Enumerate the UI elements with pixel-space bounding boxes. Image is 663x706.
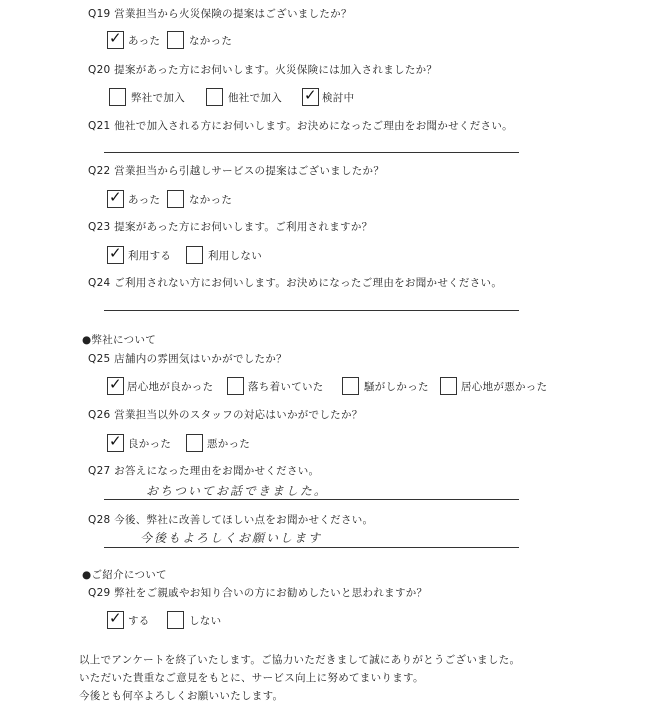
q19-option-1-label: あった <box>128 35 161 47</box>
q20-option-3-checkbox[interactable] <box>302 88 319 106</box>
q21-answer-line[interactable] <box>104 152 519 153</box>
q27-handwritten-answer: おちついてお話できました。 <box>146 484 328 498</box>
section-referral-heading: ●ご紹介について <box>82 569 167 581</box>
section-company-heading: ●弊社について <box>82 334 157 346</box>
q23-question: Q23 提案があった方にお伺いします。ご利用されますか？ <box>88 221 373 233</box>
q20-option-2-label: 他社で加入 <box>228 92 282 104</box>
q19-option-2-checkbox[interactable] <box>167 31 184 49</box>
q25-option-1-label: 居心地が良かった <box>127 381 214 393</box>
q23-option-1-checkbox[interactable] <box>107 246 124 264</box>
q24-question: Q24 ご利用されない方にお伺いします。お決めになったご理由をお聞かせください。 <box>88 277 503 289</box>
q20-option-1-checkbox[interactable] <box>109 88 126 106</box>
q25-question: Q25 店舗内の雰囲気はいかがでしたか？ <box>88 353 287 365</box>
q20-option-1-label: 弊社で加入 <box>131 92 185 104</box>
q26-option-1-label: 良かった <box>128 438 172 450</box>
q22-option-1-label: あった <box>128 194 161 206</box>
q24-answer-line[interactable] <box>104 310 519 311</box>
q20-option-2-checkbox[interactable] <box>206 88 223 106</box>
q29-option-2-label: しない <box>189 615 222 627</box>
q22-question: Q22 営業担当から引越しサービスの提案はございましたか？ <box>88 165 385 177</box>
check-mark-icon: ✓ <box>109 432 122 450</box>
q29-option-1-label: する <box>128 615 150 627</box>
q25-option-2-checkbox[interactable] <box>227 377 244 395</box>
q29-option-1-checkbox[interactable] <box>107 611 124 629</box>
check-mark-icon: ✓ <box>109 375 122 393</box>
q25-option-2-label: 落ち着いていた <box>248 381 324 393</box>
check-mark-icon: ✓ <box>109 29 122 47</box>
q25-option-3-label: 騒がしかった <box>364 381 429 393</box>
check-mark-icon: ✓ <box>109 188 122 206</box>
q20-question: Q20 提案があった方にお伺いします。火災保険には加入されましたか？ <box>88 64 438 76</box>
q26-option-1-checkbox[interactable] <box>107 434 124 452</box>
check-mark-icon: ✓ <box>304 86 317 104</box>
q23-option-1-label: 利用する <box>128 250 172 262</box>
closing-line-2: いただいた貴重なご意見をもとに、サービス向上に努めてまいります。 <box>79 672 424 684</box>
q25-option-4-checkbox[interactable] <box>440 377 457 395</box>
q28-question: Q28 今後、弊社に改善してほしい点をお聞かせください。 <box>88 514 374 526</box>
q23-option-2-checkbox[interactable] <box>186 246 203 264</box>
q19-option-2-label: なかった <box>189 35 233 47</box>
q28-handwritten-answer: 今後もよろしくお願いします <box>140 531 323 545</box>
check-mark-icon: ✓ <box>109 609 122 627</box>
q20-option-3-label: 検討中 <box>322 92 355 104</box>
closing-line-3: 今後とも何卒よろしくお願いいたします。 <box>79 690 284 702</box>
q21-question: Q21 他社で加入される方にお伺いします。お決めになったご理由をお聞かせください。 <box>88 120 513 132</box>
q26-question: Q26 営業担当以外のスタッフの対応はいかがでしたか？ <box>88 409 363 421</box>
q22-option-2-checkbox[interactable] <box>167 190 184 208</box>
q19-question: Q19 営業担当から火災保険の提案はございましたか？ <box>88 8 352 20</box>
q25-option-4-label: 居心地が悪かった <box>461 381 548 393</box>
q27-question: Q27 お答えになった理由をお聞かせください。 <box>88 465 320 477</box>
q23-option-2-label: 利用しない <box>208 250 262 262</box>
q28-answer-line[interactable] <box>104 547 519 548</box>
q29-question: Q29 弊社をご親戚やお知り合いの方にお勧めしたいと思われますか？ <box>88 587 428 599</box>
q26-option-2-checkbox[interactable] <box>186 434 203 452</box>
q19-option-1-checkbox[interactable] <box>107 31 124 49</box>
q22-option-2-label: なかった <box>189 194 233 206</box>
check-mark-icon: ✓ <box>109 244 122 262</box>
q25-option-1-checkbox[interactable] <box>107 377 124 395</box>
q26-option-2-label: 悪かった <box>207 438 251 450</box>
q29-option-2-checkbox[interactable] <box>167 611 184 629</box>
q22-option-1-checkbox[interactable] <box>107 190 124 208</box>
q25-option-3-checkbox[interactable] <box>342 377 359 395</box>
q27-answer-line[interactable] <box>104 499 519 500</box>
closing-line-1: 以上でアンケートを終了いたします。ご協力いただきまして誠にありがとうございました。 <box>79 654 521 666</box>
